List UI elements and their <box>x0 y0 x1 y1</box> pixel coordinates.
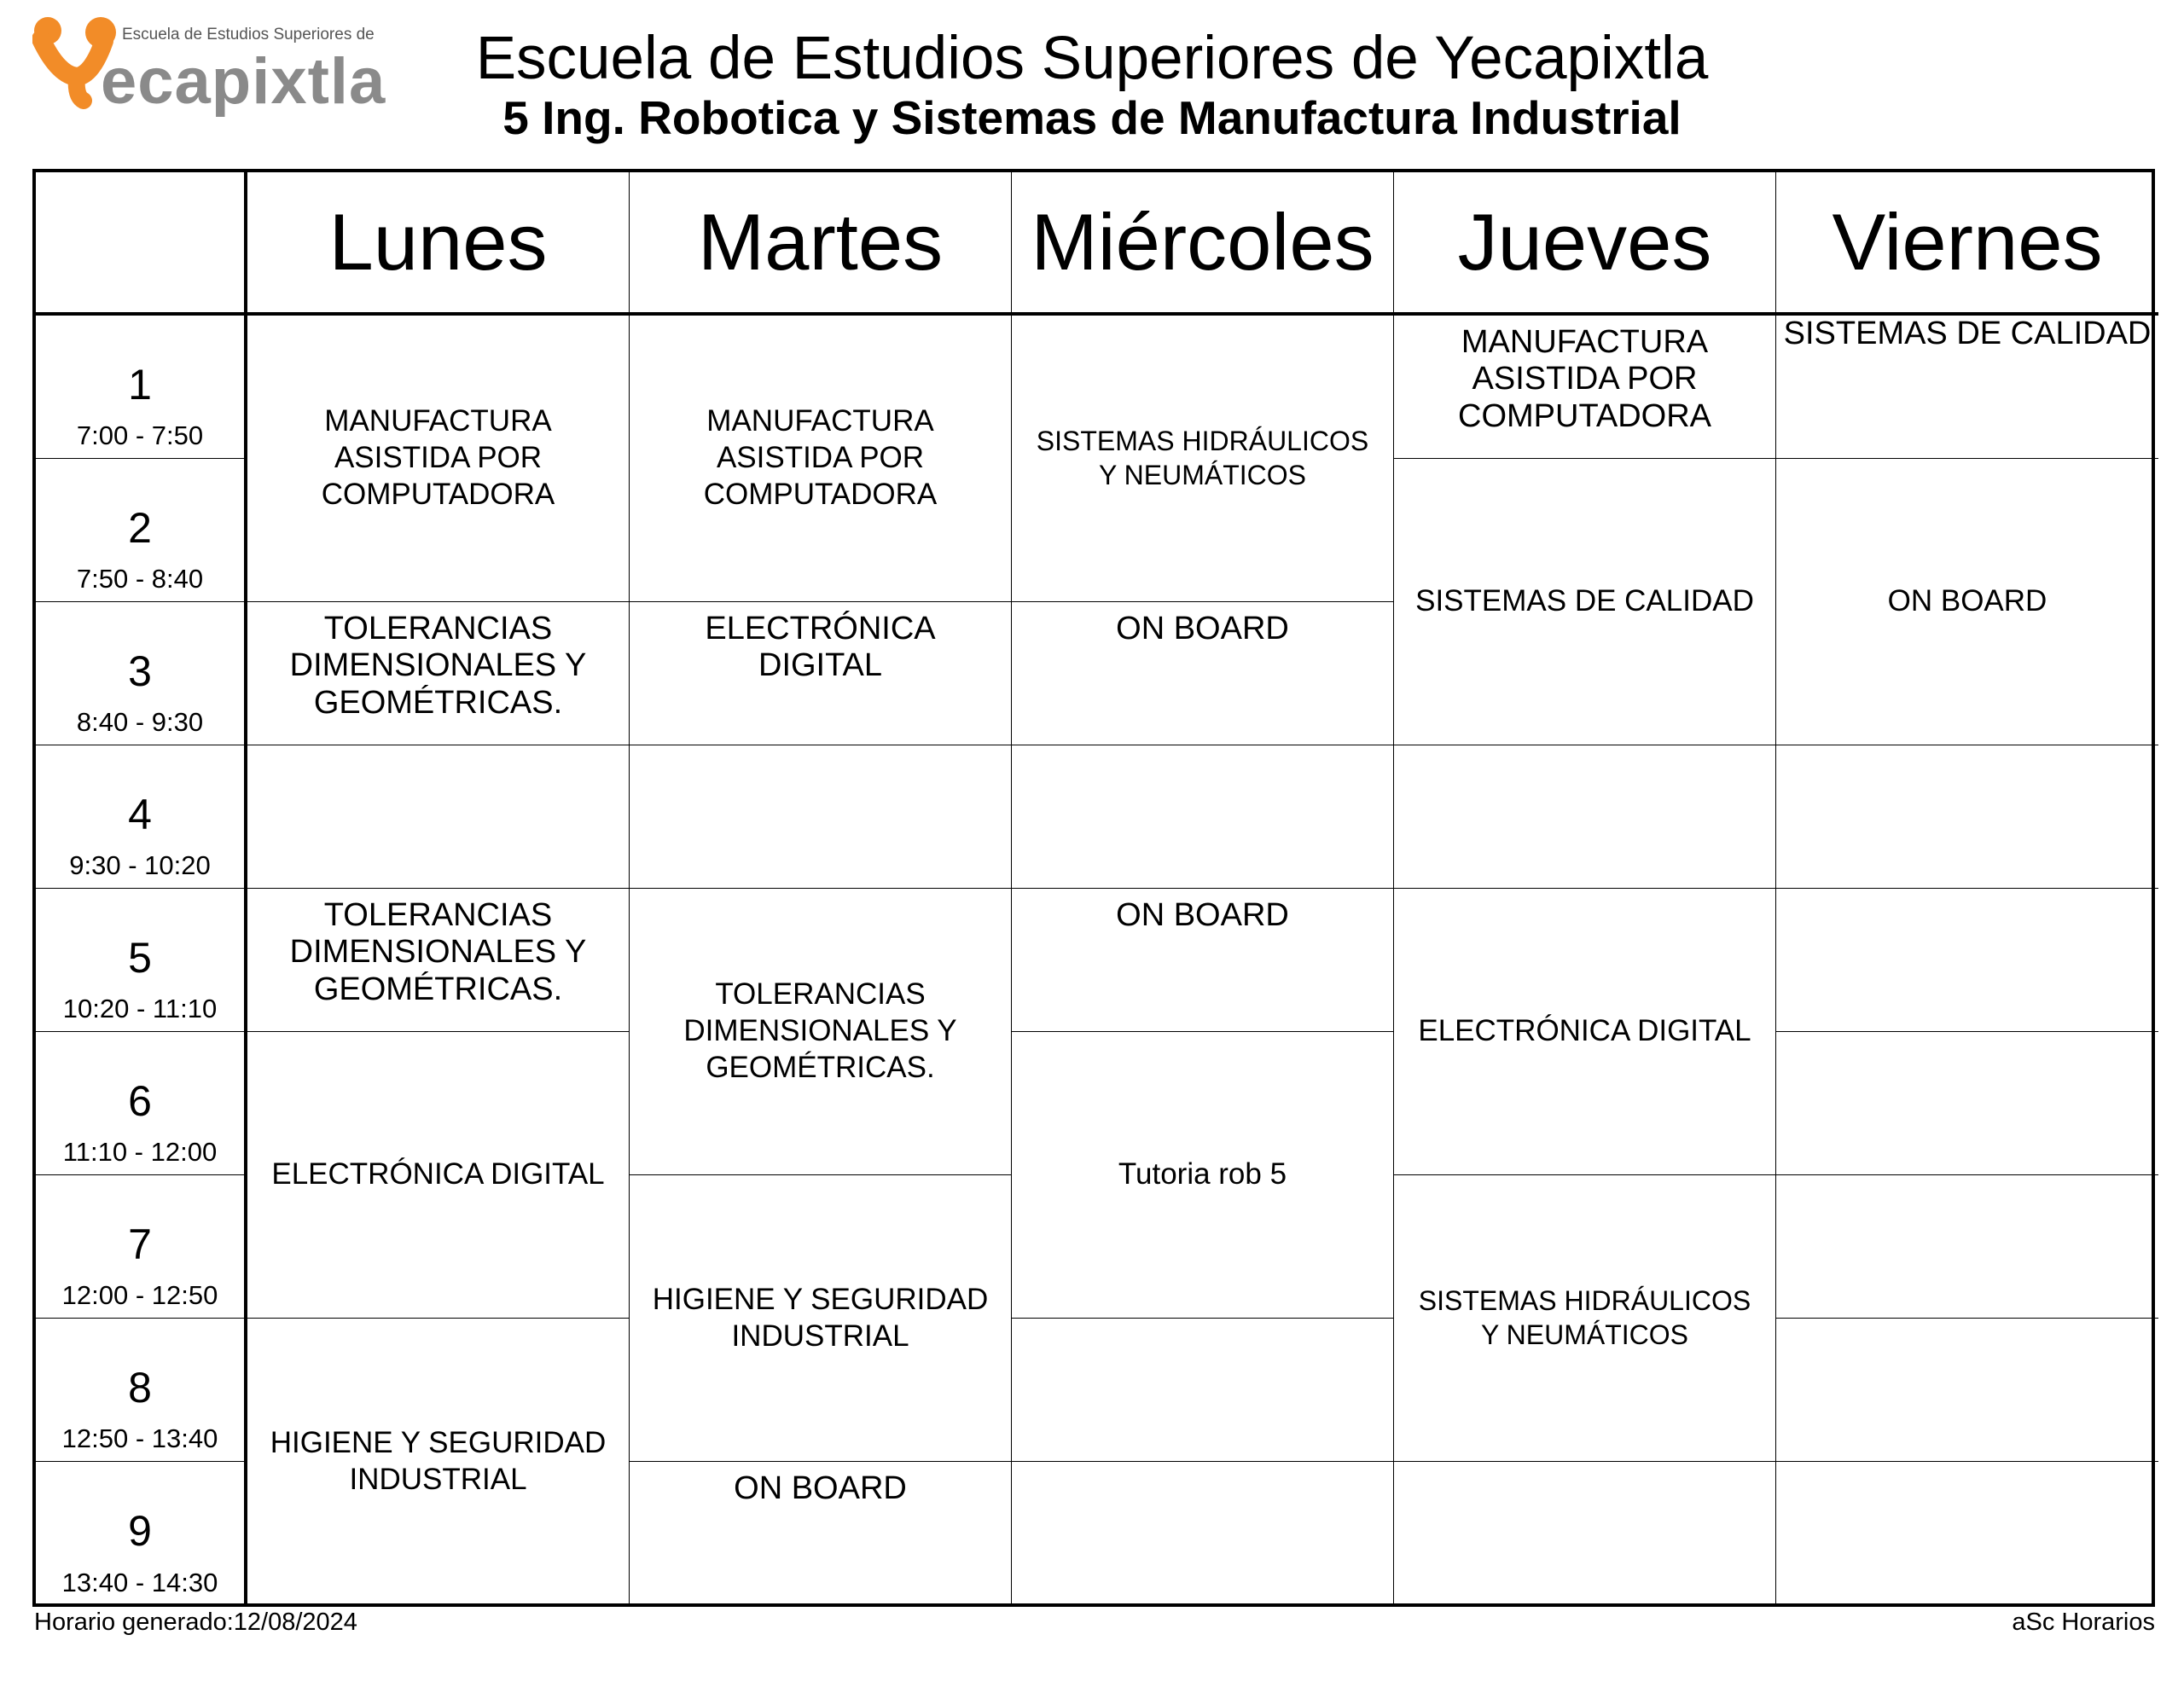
lesson-tue-1: MANUFACTURA ASISTIDA POR COMPUTADORA <box>630 316 1012 602</box>
lesson-tue-9: ON BOARD <box>630 1462 1012 1605</box>
lesson-thu-5: ELECTRÓNICA DIGITAL <box>1394 889 1776 1175</box>
empty-slot <box>630 745 1012 889</box>
empty-slot <box>1394 745 1776 889</box>
empty-slot <box>1776 889 2158 1032</box>
lesson-mon-3: TOLERANCIAS DIMENSIONALES Y GEOMÉTRICAS. <box>247 602 630 745</box>
lesson-tue-5: TOLERANCIAS DIMENSIONALES Y GEOMÉTRICAS. <box>630 889 1012 1175</box>
lesson-mon-1: MANUFACTURA ASISTIDA POR COMPUTADORA <box>247 316 630 602</box>
period-3 <box>36 602 247 745</box>
period-7 <box>36 1175 247 1319</box>
period-number: 1 <box>128 361 152 409</box>
empty-slot <box>1012 745 1394 889</box>
lesson-wed-1: SISTEMAS HIDRÁULICOS Y NEUMÁTICOS <box>1012 316 1394 602</box>
corner-cell <box>36 172 247 316</box>
period-number: 7 <box>128 1220 152 1268</box>
lesson-fri-2: ON BOARD <box>1776 459 2158 745</box>
lesson-mon-5: TOLERANCIAS DIMENSIONALES Y GEOMÉTRICAS. <box>247 889 630 1032</box>
empty-slot <box>247 745 630 889</box>
period-time: 7:50 - 8:40 <box>76 564 204 594</box>
period-number: 2 <box>128 504 152 552</box>
day-header-jueves: Jueves <box>1394 172 1776 316</box>
period-time: 8:40 - 9:30 <box>76 707 204 737</box>
lesson-mon-8: HIGIENE Y SEGURIDAD INDUSTRIAL <box>247 1319 630 1605</box>
period-4 <box>36 745 247 889</box>
generated-date: Horario generado:12/08/2024 <box>34 1609 357 1636</box>
empty-slot <box>1776 1032 2158 1175</box>
period-9 <box>36 1462 247 1605</box>
period-number: 9 <box>128 1507 152 1555</box>
empty-slot <box>1776 1462 2158 1605</box>
period-6 <box>36 1032 247 1175</box>
period-number: 3 <box>128 647 152 695</box>
period-time: 12:00 - 12:50 <box>61 1280 218 1310</box>
period-5 <box>36 889 247 1032</box>
page-subtitle: 5 Ing. Robotica y Sistemas de Manufactura Industrial <box>502 91 1682 144</box>
lesson-wed-3: ON BOARD <box>1012 602 1394 745</box>
period-number: 8 <box>128 1364 152 1412</box>
empty-slot <box>1012 1319 1394 1462</box>
empty-slot <box>1776 1319 2158 1462</box>
period-number: 5 <box>128 934 152 982</box>
period-time: 9:30 - 10:20 <box>69 850 211 880</box>
lesson-fri-1: SISTEMAS DE CALIDAD <box>1776 316 2158 459</box>
software-credit: aSc Horarios <box>2012 1609 2155 1636</box>
lesson-thu-2: SISTEMAS DE CALIDAD <box>1394 459 1776 745</box>
empty-slot <box>1776 1175 2158 1319</box>
lesson-tue-7: HIGIENE Y SEGURIDAD INDUSTRIAL <box>630 1175 1012 1462</box>
empty-slot <box>1394 1462 1776 1605</box>
period-time: 12:50 - 13:40 <box>61 1423 218 1453</box>
day-header-miercoles: Miércoles <box>1012 172 1394 316</box>
timetable <box>32 169 2155 1607</box>
period-time: 10:20 - 11:10 <box>62 994 218 1023</box>
logo-wordmark: ecapixtla <box>101 45 386 118</box>
lesson-wed-5: ON BOARD <box>1012 889 1394 1032</box>
period-2 <box>36 459 247 602</box>
page-title: Escuela de Estudios Superiores de Yecapixtla <box>475 25 1709 92</box>
day-header-lunes: Lunes <box>247 172 630 316</box>
empty-slot <box>1776 745 2158 889</box>
period-time: 7:00 - 7:50 <box>76 420 204 450</box>
empty-slot <box>1012 1462 1394 1605</box>
day-header-martes: Martes <box>630 172 1012 316</box>
lesson-thu-7: SISTEMAS HIDRÁULICOS Y NEUMÁTICOS <box>1394 1175 1776 1462</box>
period-8 <box>36 1319 247 1462</box>
period-time: 13:40 - 14:30 <box>61 1568 218 1597</box>
day-header-viernes: Viernes <box>1776 172 2158 316</box>
logo-tagline: Escuela de Estudios Superiores de <box>122 26 375 43</box>
period-1 <box>36 316 247 459</box>
lesson-tue-3: ELECTRÓNICA DIGITAL <box>630 602 1012 745</box>
period-time: 11:10 - 12:00 <box>62 1137 218 1167</box>
lesson-mon-6: ELECTRÓNICA DIGITAL <box>247 1032 630 1319</box>
lesson-wed-6: Tutoria rob 5 <box>1012 1032 1394 1319</box>
lesson-thu-1: MANUFACTURA ASISTIDA POR COMPUTADORA <box>1394 316 1776 459</box>
period-number: 4 <box>128 791 152 838</box>
period-number: 6 <box>128 1077 152 1125</box>
